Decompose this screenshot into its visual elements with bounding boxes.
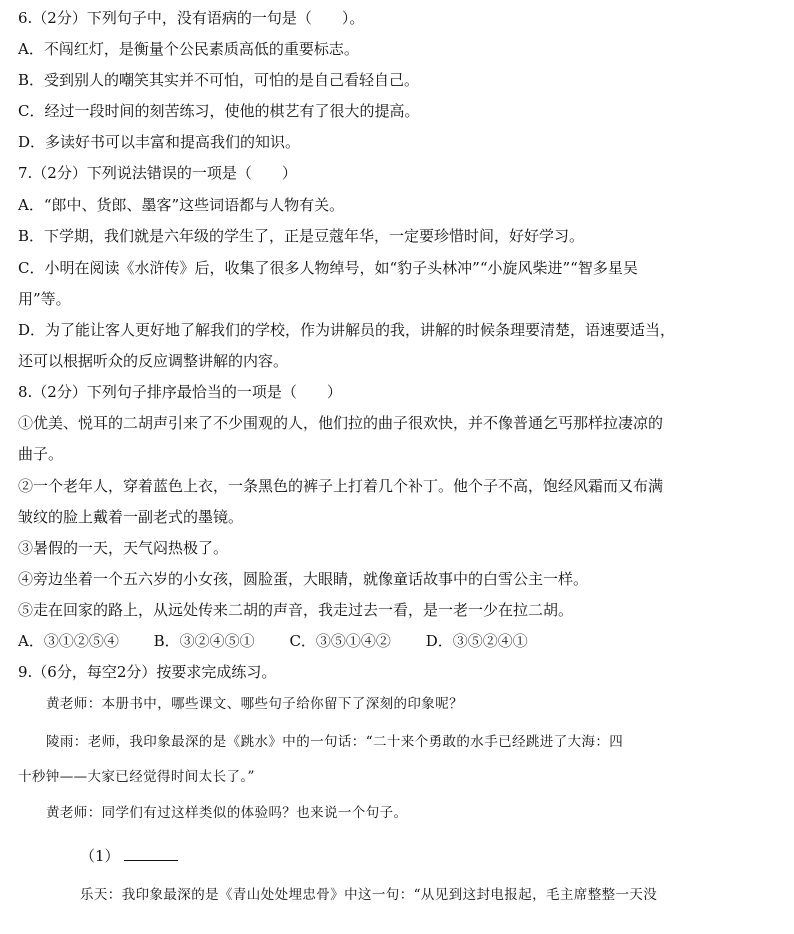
q9-dialogue-1: 黄老师：本册书中，哪些课文、哪些句子给你留下了深刻的印象呢？ — [46, 696, 463, 712]
q7-option-c: C．小明在阅读《水浒传》后，收集了很多人物绰号，如“豹子头林冲”“小旋风柴进”“智多星吴 — [18, 259, 638, 277]
q7-option-b: B．下学期，我们就是六年级的学生了，正是豆蔻年华，一定要珍惜时间，好好学习。 — [18, 227, 585, 245]
q9-dialogue-4: 乐天：我印象最深的是《青山处处埋忠骨》中这一句：“从见到这封电报起，毛主席整整一天没 — [80, 887, 658, 903]
q8-sentence-4: ④旁边坐着一个五六岁的小女孩，圆脸蛋，大眼睛，就像童话故事中的白雪公主一样。 — [18, 570, 589, 588]
q6-stem: 6.（2分）下列句子中，没有语病的一句是（ ）。 — [18, 9, 365, 27]
q9-blank-label: （1） — [80, 847, 120, 865]
q8-options — [18, 631, 776, 651]
q8-sentence-2: ②一个老年人，穿着蓝色上衣，一条黑色的裤子上打着几个补丁。他个子不高，饱经风霜而又布满 — [18, 477, 664, 495]
q6-option-c: C．经过一段时间的刻苦练习，使他的棋艺有了很大的提高。 — [18, 102, 420, 120]
q7-option-d-cont: 还可以根据听众的反应调整讲解的内容。 — [18, 352, 289, 370]
q6-option-a: A．不闯红灯，是衡量个公民素质高低的重要标志。 — [18, 40, 359, 58]
q6-option-b: B．受到别人的嘲笑其实并不可怕，可怕的是自己看轻自己。 — [18, 71, 420, 89]
q8-option-a: A．③①②⑤④ — [18, 632, 119, 650]
q9-stem: 9.（6分，每空2分）按要求完成练习。 — [18, 663, 277, 681]
q7-option-c-cont: 用”等。 — [18, 290, 71, 308]
q8-sentence-1-cont: 曲子。 — [18, 445, 64, 463]
q7-option-d: D．为了能让客人更好地了解我们的学校，作为讲解员的我，讲解的时候条理要清楚，语速要适当， — [18, 321, 676, 339]
q7-stem: 7.（2分）下列说法错误的一项是（ ） — [18, 164, 297, 182]
q7-option-a: A．“郎中、货郎、墨客”这些词语都与人物有关。 — [18, 196, 345, 214]
q8-sentence-1: ①优美、悦耳的二胡声引来了不少围观的人，他们拉的曲子很欢快，并不像普通乞丐那样拉凄凉的 — [18, 414, 664, 432]
q6-option-d: D．多读好书可以丰富和提高我们的知识。 — [18, 133, 301, 151]
q8-sentence-2-cont: 皱纹的脸上戴着一副老式的墨镜。 — [18, 508, 244, 526]
q9-dialogue-2-cont: 十秒钟——大家已经觉得时间太长了。” — [18, 769, 255, 785]
q8-stem: 8.（2分）下列句子排序最恰当的一项是（ ） — [18, 383, 342, 401]
q8-option-d: D．③⑤②④① — [425, 632, 528, 650]
q9-blank-1 — [80, 846, 776, 866]
q9-dialogue-3: 黄老师：同学们有过这样类似的体验吗？也来说一个句子。 — [46, 805, 408, 821]
q9-dialogue-2: 陵雨：老师，我印象最深的是《跳水》中的一句话：“二十来个勇敢的水手已经跳进了大海：四 — [46, 734, 624, 750]
q8-sentence-5: ⑤走在回家的路上，从远处传来二胡的声音，我走过去一看，是一老一少在拉二胡。 — [18, 601, 574, 619]
q8-option-b: B．③②④⑤① — [153, 632, 255, 650]
q8-sentence-3: ③暑假的一天，天气闷热极了。 — [18, 539, 229, 557]
answer-blank[interactable] — [124, 846, 178, 861]
q8-option-c: C．③⑤①④② — [289, 632, 391, 650]
